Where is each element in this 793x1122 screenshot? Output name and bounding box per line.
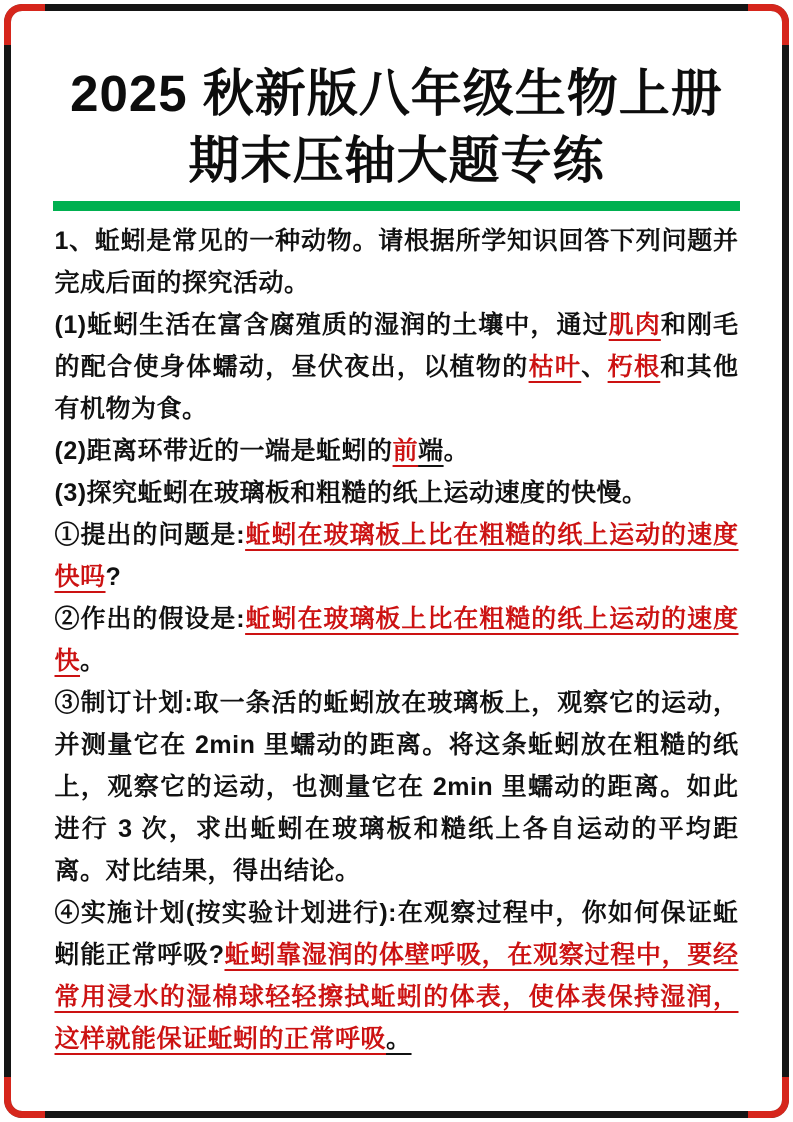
text-segment: ④实施计划(按实验计划进行):在观察过程中，你如何保证蚯蚓能正常呼吸? <box>54 899 739 969</box>
paragraph-6 <box>55 598 739 682</box>
text-segment: (2)距离环带近的一端是蚯蚓的 <box>54 437 393 465</box>
paragraph-1 <box>55 220 739 304</box>
paragraph-7 <box>55 682 739 892</box>
frame-corner-accent <box>4 1077 45 1118</box>
paragraph-5 <box>55 514 739 598</box>
text-segment: (3)探究蚯蚓在玻璃板和粗糙的纸上运动速度的快慢。 <box>54 479 648 507</box>
text-segment: (1)蚯蚓生活在富含腐殖质的湿润的土壤中，通过 <box>54 311 609 339</box>
text-segment: 前 <box>392 437 419 465</box>
paragraph-8 <box>55 892 739 1060</box>
text-segment: 蚯蚓在玻璃板上比在粗糙的纸上运动的速度快吗 <box>54 521 739 591</box>
text-segment: 1、蚯蚓是常见的一种动物。请根据所学知识回答下列问题并完成后面的探究活动。 <box>54 227 739 297</box>
paragraph-4 <box>55 472 739 514</box>
paragraph-2 <box>55 304 739 430</box>
text-segment: 和其他有机物为食。 <box>54 353 739 423</box>
document-title <box>0 0 793 194</box>
text-segment: ②作出的假设是: <box>54 605 246 633</box>
text-segment: ? <box>105 563 122 591</box>
text-segment: 枯叶 <box>528 353 582 381</box>
text-segment: 朽根 <box>607 353 661 381</box>
paragraph-3 <box>55 430 739 472</box>
text-segment: 端 <box>418 437 444 465</box>
title-divider <box>53 201 740 211</box>
text-segment: 蚯蚓靠湿润的体壁呼吸，在观察过程中，要经常用浸水的湿棉球轻轻擦拭蚯蚓的体表，使体表保持湿润，这样就能保证蚯蚓的正常呼吸 <box>54 941 739 1053</box>
text-segment: 。 <box>386 1025 412 1053</box>
text-segment: 肌肉 <box>608 311 661 339</box>
title-line-1: 2025 秋新版八年级生物上册 <box>70 65 723 122</box>
title-line-2: 期末压轴大题专练 <box>188 132 605 189</box>
text-segment: 、 <box>581 353 608 381</box>
text-segment: ③制订计划:取一条活的蚯蚓放在玻璃板上，观察它的运动，并测量它在 2min 里蠕动的距离。将这条蚯蚓放在粗糙的纸上，观察它的运动，也测量它在 2min 里蠕动的距离。如此进行 3 次，求出蚯蚓在玻璃板和糙纸上各自运动的平均距离。对比结果，得出结论。 <box>54 689 739 885</box>
document-body <box>55 220 739 1060</box>
text-segment: 。 <box>80 647 106 675</box>
text-segment: 蚯蚓在玻璃板上比在粗糙的纸上运动的速度快 <box>54 605 739 675</box>
text-segment: ①提出的问题是: <box>54 521 246 549</box>
frame-corner-accent <box>748 1077 789 1118</box>
text-segment: 和刚毛的配合使身体蠕动，昼伏夜出，以植物的 <box>54 311 739 381</box>
text-segment: 。 <box>443 437 470 465</box>
